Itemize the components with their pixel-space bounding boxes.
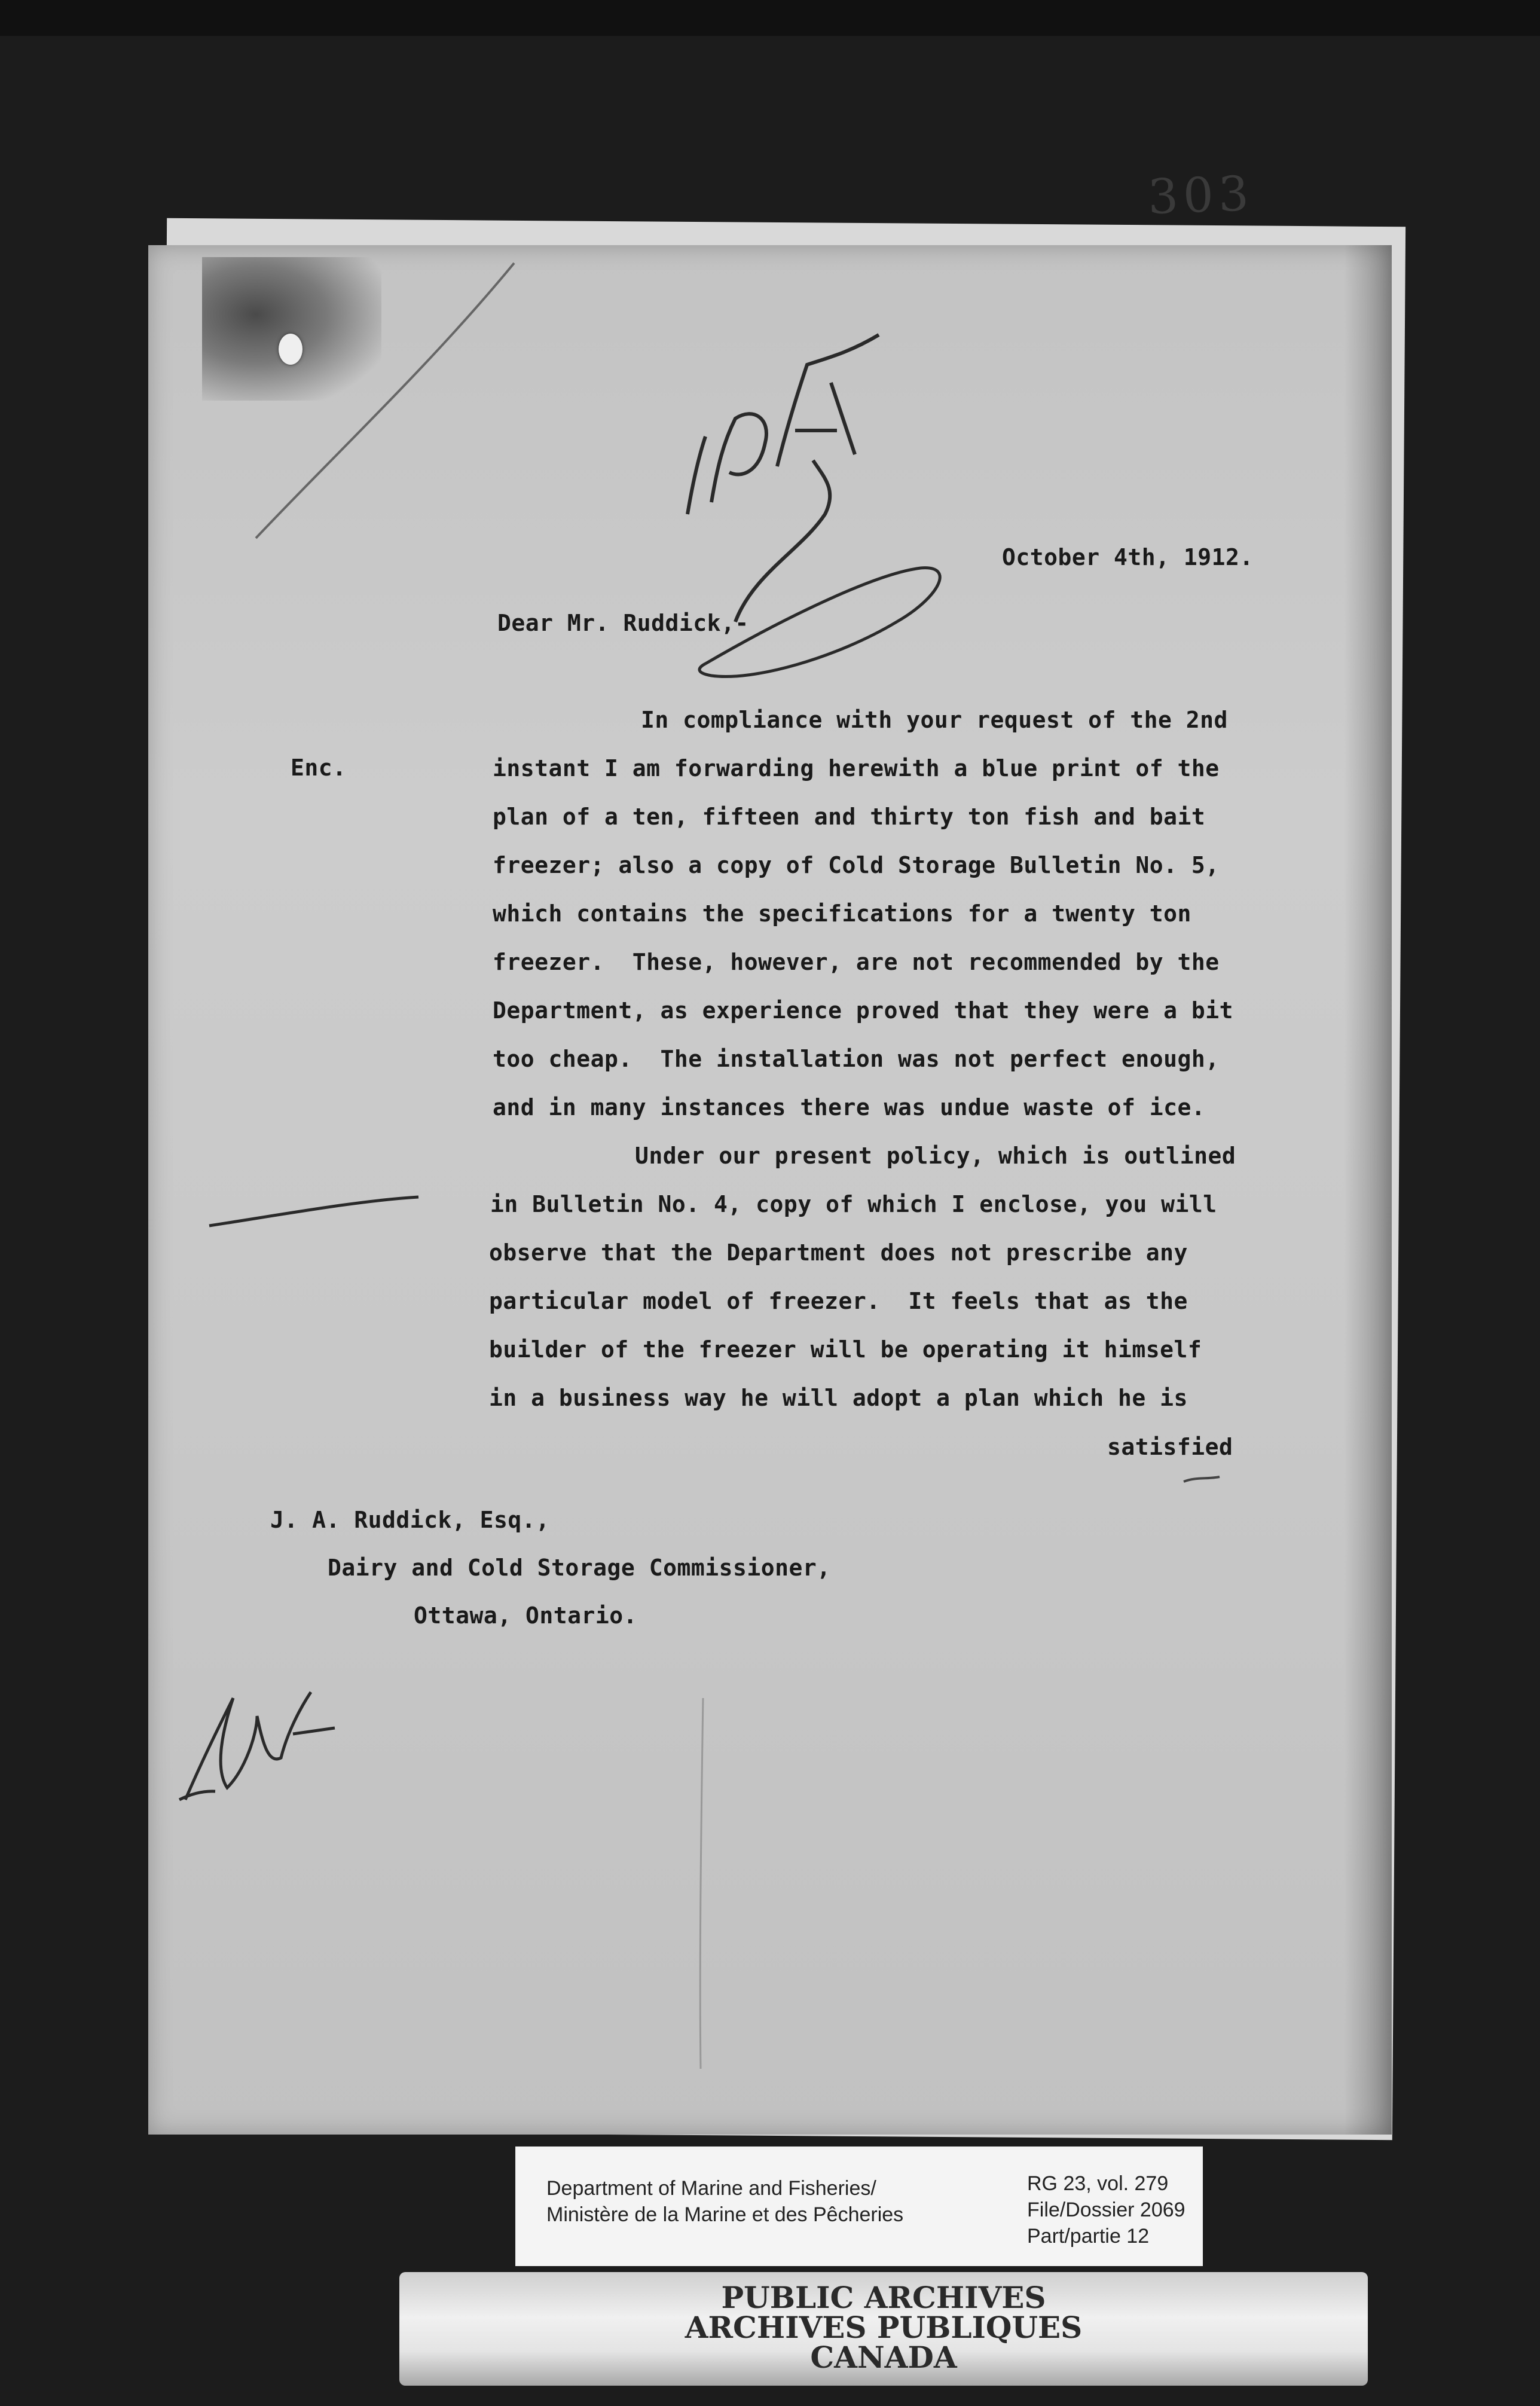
- archive-reference-label: [515, 2147, 1203, 2266]
- department-en: Department of Marine and Fisheries/: [546, 2177, 876, 2200]
- department-block: [546, 2175, 903, 2228]
- faint-vertical-line: [700, 1698, 703, 2069]
- margin-pen-line: [209, 1197, 418, 1226]
- body-line: instant I am forwarding herewith a blue print of the: [493, 755, 1220, 781]
- stamp-line: PUBLIC ARCHIVES: [721, 2280, 1046, 2315]
- handwritten-stroke: [735, 460, 830, 622]
- stamp-text: [399, 2280, 1368, 2375]
- enclosure-note: Enc.: [291, 755, 347, 781]
- letter-date: October 4th, 1912.: [1002, 544, 1254, 570]
- body-line: observe that the Department does not prescribe any: [489, 1239, 1188, 1266]
- body-line: and in many instances there was undue waste of ice.: [493, 1094, 1206, 1120]
- body-line: particular model of freezer. It feels that as the: [489, 1288, 1188, 1314]
- body-line: freezer; also a copy of Cold Storage Bulletin No. 5,: [493, 852, 1220, 878]
- part-number: Part/partie 12: [1027, 2225, 1150, 2248]
- faint-tick-mark: [1184, 1477, 1220, 1482]
- folio-number: 303: [1147, 165, 1255, 225]
- oval-loop-mark: [699, 568, 940, 677]
- record-group: RG 23, vol. 279: [1027, 2172, 1169, 2195]
- body-line: freezer. These, however, are not recommended by the: [493, 949, 1220, 975]
- address-line: J. A. Ruddick, Esq.,: [270, 1507, 550, 1533]
- address-line: Ottawa, Ontario.: [414, 1602, 638, 1629]
- reference-block: [1027, 2170, 1185, 2249]
- address-line: Dairy and Cold Storage Commissioner,: [328, 1555, 831, 1581]
- body-line: In compliance with your request of the 2nd: [641, 707, 1228, 733]
- body-line: builder of the freezer will be operating it himself: [489, 1336, 1202, 1363]
- body-line: in a business way he will adopt a plan which he is: [489, 1385, 1188, 1411]
- catchword: satisfied: [1107, 1434, 1233, 1460]
- archives-stamp: [399, 2272, 1368, 2386]
- body-line: Under our present policy, which is outlined: [635, 1143, 1236, 1169]
- department-fr: Ministère de la Marine et des Pêcheries: [546, 2203, 904, 2226]
- body-line: which contains the specifications for a twenty ton: [493, 900, 1191, 927]
- salutation: Dear Mr. Ruddick,-: [497, 610, 749, 636]
- body-line: in Bulletin No. 4, copy of which I enclose, you will: [490, 1191, 1217, 1217]
- initials-scrawl: [179, 1692, 335, 1800]
- body-line: plan of a ten, fifteen and thirty ton fish and bait: [493, 804, 1206, 830]
- file-number: File/Dossier 2069: [1027, 2199, 1185, 2221]
- stamp-line: CANADA: [810, 2340, 957, 2375]
- diagonal-pencil-line: [256, 263, 514, 538]
- body-line: too cheap. The installation was not perfect enough,: [493, 1046, 1220, 1072]
- file-number-scrawl: [688, 335, 879, 514]
- body-line: Department, as experience proved that they were a bit: [493, 997, 1234, 1024]
- stamp-line: ARCHIVES PUBLIQUES: [685, 2310, 1083, 2345]
